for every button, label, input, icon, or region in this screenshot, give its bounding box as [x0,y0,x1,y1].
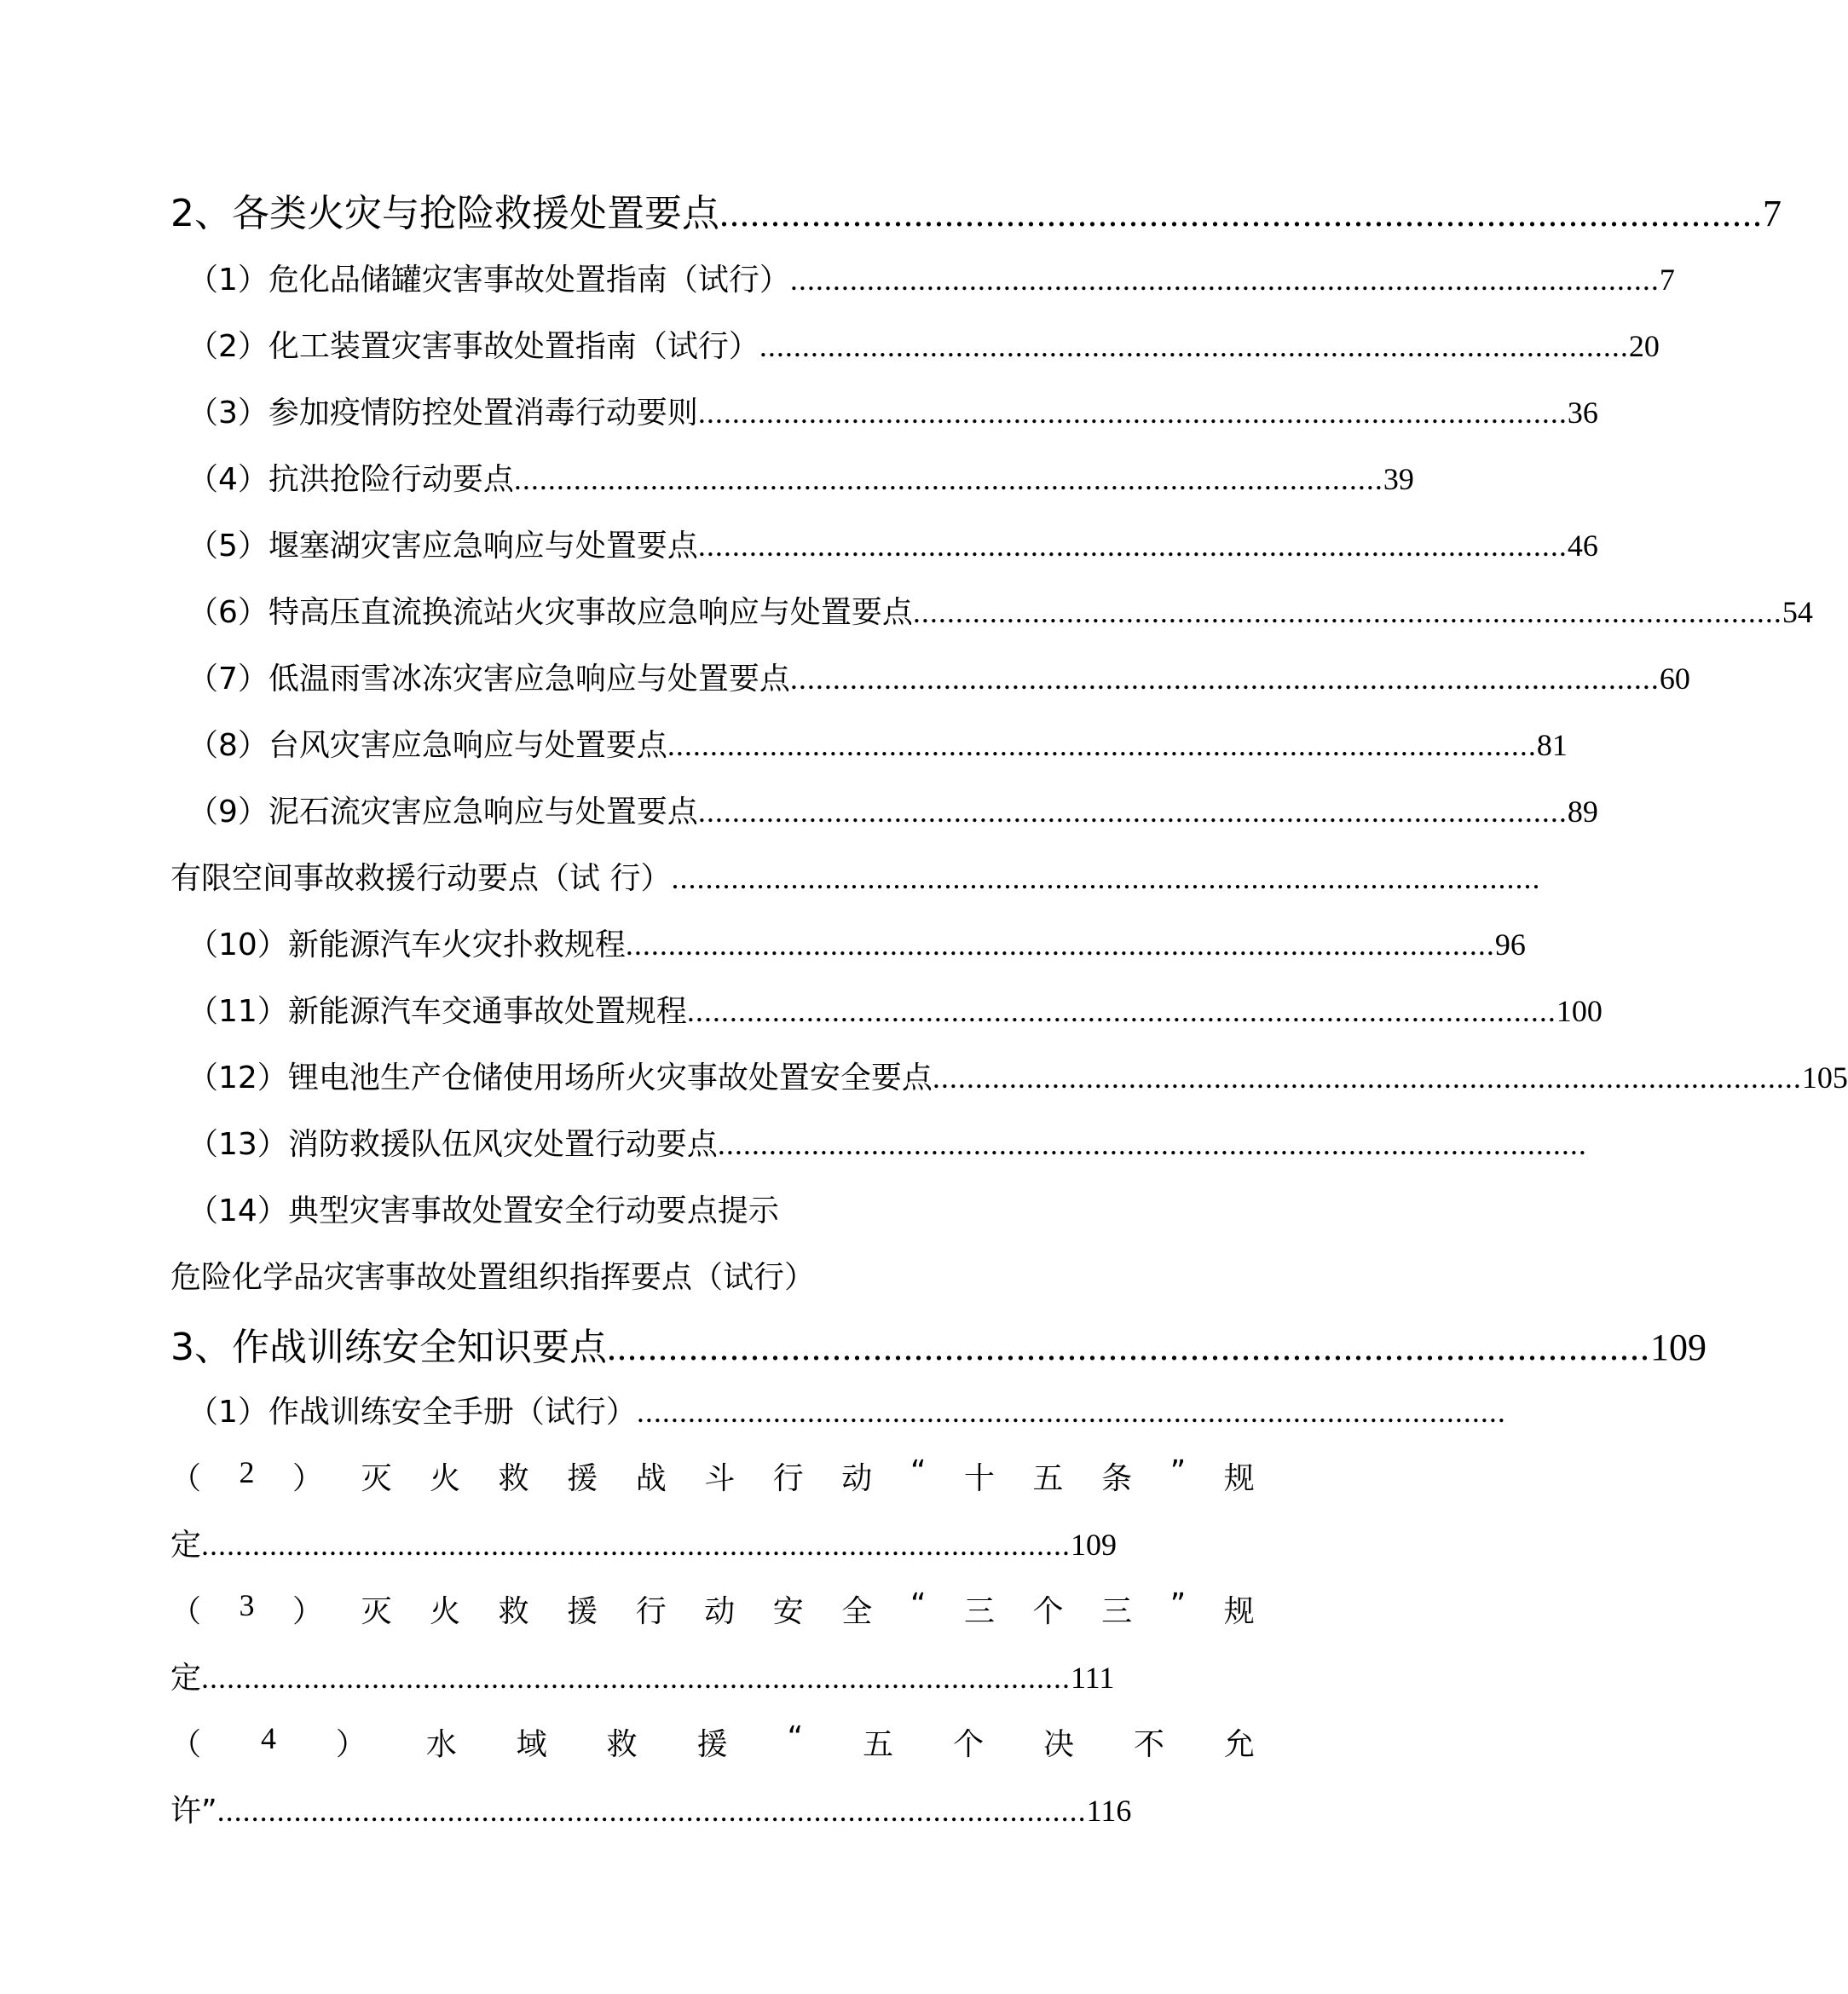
toc-entry-prefix: （3） [188,396,269,431]
toc-page-number: 46 [1567,529,1598,563]
toc-char: 战 [635,1461,667,1496]
toc-entry-prefix: （2） [188,329,269,364]
toc-leader-dots: ...................................................................................................... [697,795,1568,829]
toc-entry-title: 消防救援队伍风灾处置行动要点 [287,1127,718,1162]
toc-leader-dots: ...................................................................................................... [671,861,1541,895]
toc-entry-title: 典型灾害事故处置安全行动要点提示 [287,1194,779,1228]
toc-char: 动 [704,1594,736,1629]
toc-entry-2-8[interactable] [188,721,1568,765]
toc-entry-2-13[interactable] [188,1120,1587,1164]
toc-entry-2-14[interactable] [188,1187,779,1230]
toc-char: 允 [1223,1727,1255,1762]
toc-entry-prefix: （10） [188,928,288,962]
toc-page-number: 100 [1556,994,1603,1028]
toc-char: 五 [1032,1461,1064,1496]
toc-entry-title: 危化品储罐灾害事故处置指南（试行） [268,263,790,298]
toc-char: 域 [516,1727,547,1762]
toc-char: ” [1169,1587,1187,1622]
toc-char: 安 [772,1594,804,1629]
toc-entry-2-3[interactable] [188,389,1598,432]
toc-char: 个 [953,1727,985,1762]
toc-entry-2-2[interactable] [188,322,1660,366]
toc-entry-title: 新能源汽车火灾扑救规程 [287,928,626,962]
toc-page-number: 60 [1659,662,1690,696]
toc-entry-3-4-line1[interactable] [170,1720,1255,1764]
toc-char: 五 [863,1727,894,1762]
toc-entry-cont: 定 [170,1661,202,1696]
toc-char: 救 [498,1461,529,1496]
toc-entry-confined-space[interactable] [170,854,1541,898]
toc-char: 水 [425,1727,457,1762]
toc-char: ） [335,1727,367,1762]
toc-char: 援 [567,1594,598,1629]
toc-entry-2-11[interactable] [188,987,1603,1031]
toc-entry-title: 危险化学品灾害事故处置组织指挥要点（试行） [170,1260,816,1295]
toc-entry-cont: 许” [170,1794,217,1829]
toc-page-number: 111 [1071,1661,1115,1695]
toc-char: 个 [1032,1594,1064,1629]
toc-entry-prefix: （8） [188,728,269,763]
toc-char: 灭 [361,1594,392,1629]
toc-char: ） [292,1461,324,1496]
toc-page-number: 96 [1494,928,1526,962]
toc-leader-dots: ...................................................................................................... [607,1326,1650,1368]
toc-page-number: 105 [1801,1061,1848,1095]
toc-char: 三 [1101,1594,1133,1629]
toc-entry-3-3-line1[interactable] [170,1587,1255,1631]
toc-char: 3 [239,1588,255,1622]
toc-page-number: 7 [1659,263,1675,297]
toc-entry-3-2-line1[interactable] [170,1454,1255,1498]
toc-char: 行 [635,1594,667,1629]
toc-char: 规 [1223,1594,1255,1629]
toc-entry-title: 抗洪抢险行动要点 [268,462,514,497]
toc-page-number: 36 [1567,396,1598,430]
toc-char: 三 [964,1594,996,1629]
toc-char: 火 [430,1594,461,1629]
toc-leader-dots: ...................................................................................................... [667,728,1537,762]
toc-entry-title: 参加疫情防控处置消毒行动要则 [268,396,698,431]
toc-leader-dots: ...................................................................................................... [719,193,1763,234]
toc-char: ） [292,1594,324,1629]
toc-leader-dots: ...................................................................................................... [201,1528,1071,1562]
toc-entry-prefix: （1） [188,1395,269,1430]
toc-char: 救 [498,1594,529,1629]
toc-char: 十 [964,1461,996,1496]
toc-char: ” [1169,1454,1187,1489]
toc-entry-prefix: （12） [188,1061,288,1095]
toc-leader-dots: ...................................................................................................... [932,1061,1802,1095]
toc-entry-3-1[interactable] [188,1388,1506,1431]
toc-entry-title: 3、作战训练安全知识要点 [170,1326,607,1369]
toc-entry-prefix: （5） [188,529,269,564]
toc-char: 规 [1223,1461,1255,1496]
toc-char: “ [910,1587,927,1622]
toc-leader-dots: ...................................................................................................... [912,595,1782,629]
toc-page-number: 39 [1383,462,1414,496]
toc-entry-3-4-line2[interactable] [170,1787,1132,1830]
toc-char: “ [787,1720,804,1755]
toc-entry-prefix: （9） [188,795,269,829]
toc-page-number: 116 [1086,1794,1132,1828]
toc-char: 援 [696,1727,728,1762]
toc-char: 全 [841,1594,873,1629]
toc-entry-2-10[interactable] [188,921,1526,964]
toc-char: 灭 [361,1461,392,1496]
toc-entry-title: 作战训练安全手册（试行） [268,1395,637,1430]
toc-entry-section-2[interactable] [170,182,1782,237]
toc-char: 动 [841,1461,873,1496]
toc-entry-prefix: （6） [188,595,269,630]
toc-char: 行 [772,1461,804,1496]
toc-entry-title: 低温雨雪冰冻灾害应急响应与处置要点 [268,662,790,696]
toc-entry-title: 堰塞湖灾害应急响应与处置要点 [268,529,698,564]
toc-leader-dots: ...................................................................................................... [686,994,1556,1028]
toc-entry-title: 2、各类火灾与抢险救援处置要点 [170,192,719,235]
toc-leader-dots: ...................................................................................................... [201,1661,1071,1695]
toc-char: （ [170,1594,202,1629]
toc-leader-dots: ...................................................................................................... [513,462,1383,496]
toc-leader-dots: ...................................................................................................... [217,1794,1087,1828]
toc-entry-title: 锂电池生产仓储使用场所火灾事故处置安全要点 [287,1061,933,1095]
toc-page-number: 54 [1782,595,1813,629]
toc-page-number: 89 [1567,795,1598,829]
toc-leader-dots: ...................................................................................................... [636,1395,1506,1429]
toc-entry-title: 新能源汽车交通事故处置规程 [287,994,687,1029]
toc-char: （ [170,1727,202,1762]
toc-leader-dots: ...................................................................................................... [789,263,1660,297]
toc-char: “ [910,1454,927,1489]
toc-entry-prefix: （14） [188,1194,288,1228]
toc-entry-title: 泥石流灾害应急响应与处置要点 [268,795,698,829]
toc-char: 救 [606,1727,638,1762]
toc-char: 4 [260,1721,276,1755]
toc-char: 决 [1043,1727,1075,1762]
toc-entry-2-1[interactable] [188,256,1675,299]
toc-char: 2 [239,1455,255,1489]
toc-entry-3-3-line2[interactable] [170,1654,1115,1697]
toc-entry-title: 特高压直流换流站火灾事故应急响应与处置要点 [268,595,913,630]
toc-entry-3-2-line2[interactable] [170,1521,1117,1564]
toc-entry-2-5[interactable] [188,522,1598,565]
toc-page-number: 109 [1650,1326,1707,1368]
toc-entry-prefix: （13） [188,1127,288,1162]
toc-page-number: 81 [1536,728,1568,762]
toc-leader-dots: ...................................................................................................... [697,529,1568,563]
toc-entry-cont: 定 [170,1528,202,1563]
toc-entry-hazmat-command[interactable] [170,1253,815,1297]
toc-leader-dots: ...................................................................................................... [789,662,1660,696]
toc-leader-dots: ...................................................................................................... [697,396,1568,430]
toc-entry-section-3[interactable] [170,1316,1707,1371]
toc-entry-prefix: （11） [188,994,288,1029]
toc-page-number: 109 [1071,1528,1117,1562]
toc-entry-title: 有限空间事故救援行动要点（试 行） [170,861,672,896]
toc-entry-prefix: （4） [188,462,269,497]
toc-entry-title: 台风灾害应急响应与处置要点 [268,728,667,763]
toc-char: （ [170,1461,202,1496]
toc-entry-title: 化工装置灾害事故处置指南（试行） [268,329,759,364]
toc-entry-2-6[interactable] [188,588,1813,632]
toc-leader-dots: ...................................................................................................... [759,329,1629,363]
toc-char: 援 [567,1461,598,1496]
toc-char: 斗 [704,1461,736,1496]
toc-entry-prefix: （1） [188,263,269,298]
toc-entry-2-7[interactable] [188,655,1690,698]
toc-char: 火 [430,1461,461,1496]
toc-leader-dots: ...................................................................................................... [625,928,1495,962]
toc-page-number: 20 [1628,329,1660,363]
toc-entry-2-12[interactable] [188,1054,1848,1097]
toc-char: 条 [1101,1461,1133,1496]
toc-leader-dots: ...................................................................................................... [717,1127,1587,1161]
toc-entry-prefix: （7） [188,662,269,696]
toc-entry-2-9[interactable] [188,788,1598,831]
toc-page-number: 7 [1763,193,1782,234]
toc-entry-2-4[interactable] [188,455,1414,499]
toc-char: 不 [1133,1727,1164,1762]
